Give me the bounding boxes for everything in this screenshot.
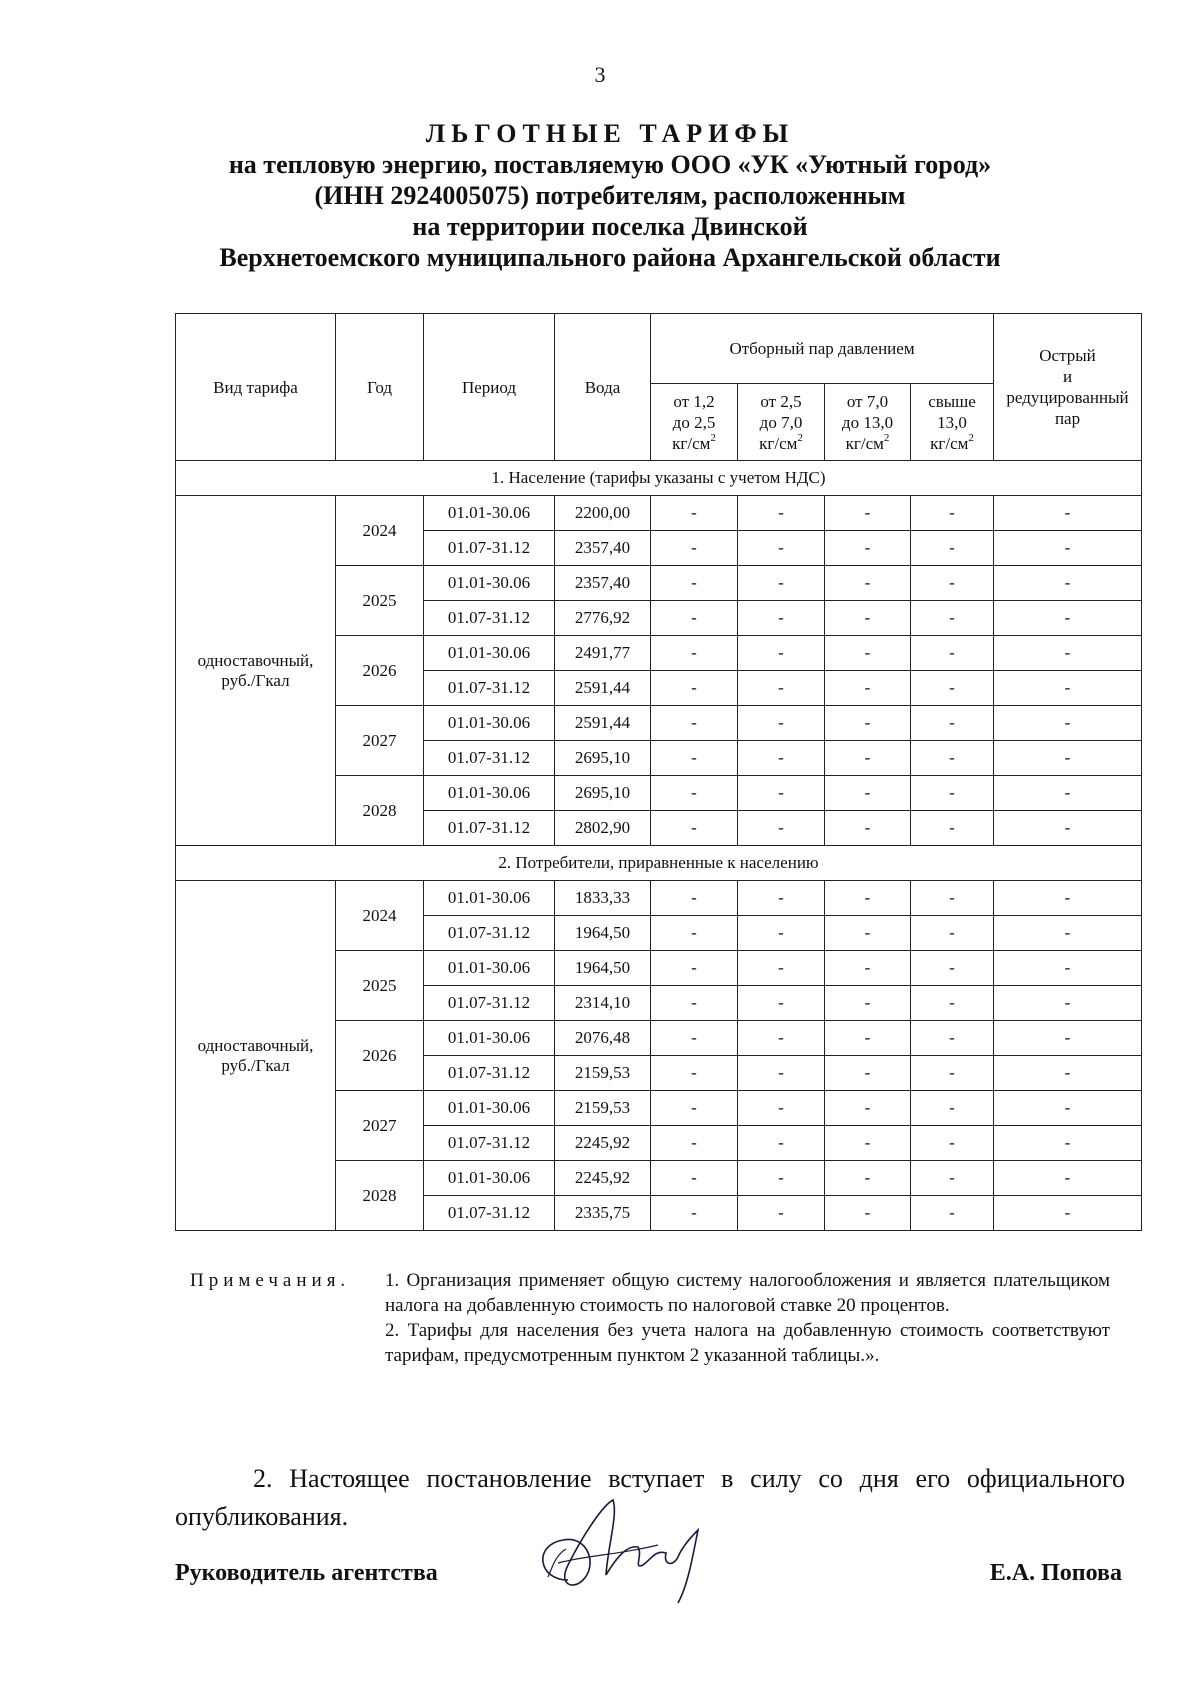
title-line: на тепловую энергию, поставляемую ООО «УК «Уютный город» xyxy=(228,150,992,179)
tariff-table xyxy=(175,313,1142,1231)
empty-value-cell: - xyxy=(994,566,1142,601)
header-steam-3: от 7,0 до 13,0 $кг/см^2$ xyxy=(825,384,911,461)
empty-value-cell: - xyxy=(911,496,994,531)
empty-value-cell: - xyxy=(738,881,825,916)
empty-value-cell: - xyxy=(994,776,1142,811)
water-cell: 2802,90 xyxy=(555,811,651,846)
empty-value-cell: - xyxy=(994,1091,1142,1126)
period-cell: 01.01-30.06 xyxy=(424,1161,555,1196)
empty-value-cell: - xyxy=(911,601,994,636)
water-cell: 2245,92 xyxy=(555,1126,651,1161)
empty-value-cell: - xyxy=(825,671,911,706)
empty-value-cell: - xyxy=(651,671,738,706)
empty-value-cell: - xyxy=(738,496,825,531)
period-cell: 01.07-31.12 xyxy=(424,916,555,951)
empty-value-cell: - xyxy=(911,531,994,566)
empty-value-cell: - xyxy=(911,706,994,741)
empty-value-cell: - xyxy=(738,1056,825,1091)
empty-value-cell: - xyxy=(651,986,738,1021)
empty-value-cell: - xyxy=(911,1196,994,1231)
empty-value-cell: - xyxy=(994,601,1142,636)
title-heading: ЛЬГОТНЫЕ ТАРИФЫ xyxy=(425,119,795,148)
water-cell: 2591,44 xyxy=(555,671,651,706)
section-title: 2. Потребители, приравненные к населению xyxy=(176,846,1142,881)
water-cell: 2591,44 xyxy=(555,706,651,741)
empty-value-cell: - xyxy=(825,1021,911,1056)
empty-value-cell: - xyxy=(911,986,994,1021)
empty-value-cell: - xyxy=(651,1021,738,1056)
water-cell: 1833,33 xyxy=(555,881,651,916)
empty-value-cell: - xyxy=(994,811,1142,846)
empty-value-cell: - xyxy=(994,1056,1142,1091)
effective-clause: 2. Настоящее постановление вступает в силу со дня его официального опубликования. xyxy=(175,1464,1125,1531)
empty-value-cell: - xyxy=(911,671,994,706)
empty-value-cell: - xyxy=(738,601,825,636)
header-steam-group: Отборный пар давлением xyxy=(651,314,994,384)
water-cell: 2314,10 xyxy=(555,986,651,1021)
empty-value-cell: - xyxy=(825,1091,911,1126)
tariff-kind: одноставочный, руб./Гкал xyxy=(176,881,336,1231)
period-cell: 01.01-30.06 xyxy=(424,776,555,811)
empty-value-cell: - xyxy=(651,601,738,636)
empty-value-cell: - xyxy=(825,951,911,986)
handwritten-signature xyxy=(528,1485,718,1605)
notes-items xyxy=(385,1268,1110,1368)
empty-value-cell: - xyxy=(825,776,911,811)
water-cell: 2159,53 xyxy=(555,1091,651,1126)
title-line: (ИНН 2924005075) потребителям, расположенным xyxy=(314,181,906,210)
empty-value-cell: - xyxy=(911,1161,994,1196)
empty-value-cell: - xyxy=(651,881,738,916)
empty-value-cell: - xyxy=(651,496,738,531)
period-cell: 01.07-31.12 xyxy=(424,741,555,776)
water-cell: 2245,92 xyxy=(555,1161,651,1196)
period-cell: 01.01-30.06 xyxy=(424,636,555,671)
empty-value-cell: - xyxy=(994,881,1142,916)
water-cell: 2695,10 xyxy=(555,776,651,811)
empty-value-cell: - xyxy=(651,916,738,951)
empty-value-cell: - xyxy=(825,811,911,846)
empty-value-cell: - xyxy=(738,671,825,706)
empty-value-cell: - xyxy=(651,1126,738,1161)
period-cell: 01.07-31.12 xyxy=(424,531,555,566)
period-cell: 01.07-31.12 xyxy=(424,1196,555,1231)
page-number: 3 xyxy=(594,62,606,87)
empty-value-cell: - xyxy=(651,706,738,741)
empty-value-cell: - xyxy=(651,1161,738,1196)
header-steam-1: от 1,2 до 2,5 $кг/см^2$ xyxy=(651,384,738,461)
empty-value-cell: - xyxy=(825,636,911,671)
empty-value-cell: - xyxy=(651,741,738,776)
empty-value-cell: - xyxy=(651,951,738,986)
period-cell: 01.07-31.12 xyxy=(424,811,555,846)
water-cell: 1964,50 xyxy=(555,916,651,951)
empty-value-cell: - xyxy=(911,1021,994,1056)
period-cell: 01.01-30.06 xyxy=(424,1021,555,1056)
empty-value-cell: - xyxy=(994,1196,1142,1231)
empty-value-cell: - xyxy=(994,986,1142,1021)
empty-value-cell: - xyxy=(738,1196,825,1231)
empty-value-cell: - xyxy=(911,776,994,811)
water-cell: 1964,50 xyxy=(555,951,651,986)
empty-value-cell: - xyxy=(911,1091,994,1126)
header-kind: Вид тарифа xyxy=(176,314,336,461)
water-cell: 2357,40 xyxy=(555,566,651,601)
empty-value-cell: - xyxy=(738,916,825,951)
notes-label: Примечания. xyxy=(190,1270,351,1291)
period-cell: 01.07-31.12 xyxy=(424,601,555,636)
empty-value-cell: - xyxy=(911,741,994,776)
period-cell: 01.07-31.12 xyxy=(424,1056,555,1091)
empty-value-cell: - xyxy=(651,1196,738,1231)
empty-value-cell: - xyxy=(994,636,1142,671)
document-title xyxy=(150,118,1070,273)
year-cell: 2027 xyxy=(336,1091,424,1161)
empty-value-cell: - xyxy=(651,776,738,811)
empty-value-cell: - xyxy=(994,706,1142,741)
empty-value-cell: - xyxy=(738,1126,825,1161)
water-cell: 2776,92 xyxy=(555,601,651,636)
empty-value-cell: - xyxy=(825,566,911,601)
empty-value-cell: - xyxy=(825,1056,911,1091)
period-cell: 01.07-31.12 xyxy=(424,986,555,1021)
empty-value-cell: - xyxy=(825,1161,911,1196)
empty-value-cell: - xyxy=(651,531,738,566)
empty-value-cell: - xyxy=(994,741,1142,776)
table-row xyxy=(176,496,1142,531)
empty-value-cell: - xyxy=(738,531,825,566)
period-cell: 01.01-30.06 xyxy=(424,1091,555,1126)
water-cell: 2695,10 xyxy=(555,741,651,776)
empty-value-cell: - xyxy=(994,916,1142,951)
title-line: на территории поселка Двинской xyxy=(412,212,808,241)
period-cell: 01.07-31.12 xyxy=(424,1126,555,1161)
signatory-position: Руководитель агентства xyxy=(175,1560,438,1586)
empty-value-cell: - xyxy=(994,671,1142,706)
period-cell: 01.07-31.12 xyxy=(424,671,555,706)
empty-value-cell: - xyxy=(825,706,911,741)
period-cell: 01.01-30.06 xyxy=(424,881,555,916)
tariff-body xyxy=(176,461,1142,1231)
empty-value-cell: - xyxy=(738,706,825,741)
empty-value-cell: - xyxy=(911,1126,994,1161)
empty-value-cell: - xyxy=(825,1196,911,1231)
empty-value-cell: - xyxy=(825,496,911,531)
empty-value-cell: - xyxy=(911,881,994,916)
header-steam-2: от 2,5 до 7,0 $кг/см^2$ xyxy=(738,384,825,461)
empty-value-cell: - xyxy=(911,811,994,846)
empty-value-cell: - xyxy=(825,531,911,566)
table-row xyxy=(176,881,1142,916)
water-cell: 2159,53 xyxy=(555,1056,651,1091)
note-item: 2. Тарифы для населения без учета налога на добавленную стоимость соответствуют тарифам, предусмотренным пунктом 2 указанной таблицы.». xyxy=(385,1320,1110,1366)
water-cell: 2200,00 xyxy=(555,496,651,531)
empty-value-cell: - xyxy=(911,916,994,951)
empty-value-cell: - xyxy=(738,566,825,601)
empty-value-cell: - xyxy=(825,881,911,916)
empty-value-cell: - xyxy=(651,566,738,601)
note-item: 1. Организация применяет общую систему налогообложения и является плательщиком налога на добавленную стоимость по налоговой ставке 20 процентов. xyxy=(385,1270,1110,1316)
period-cell: 01.01-30.06 xyxy=(424,496,555,531)
empty-value-cell: - xyxy=(825,916,911,951)
empty-value-cell: - xyxy=(738,811,825,846)
year-cell: 2027 xyxy=(336,706,424,776)
empty-value-cell: - xyxy=(994,531,1142,566)
empty-value-cell: - xyxy=(738,741,825,776)
water-cell: 2491,77 xyxy=(555,636,651,671)
year-cell: 2028 xyxy=(336,776,424,846)
year-cell: 2024 xyxy=(336,881,424,951)
empty-value-cell: - xyxy=(994,1126,1142,1161)
signatory-name: Е.А. Попова xyxy=(989,1560,1122,1586)
empty-value-cell: - xyxy=(825,601,911,636)
title-line: Верхнетоемского муниципального района Архангельской области xyxy=(219,243,1001,272)
period-cell: 01.01-30.06 xyxy=(424,566,555,601)
empty-value-cell: - xyxy=(738,951,825,986)
empty-value-cell: - xyxy=(911,951,994,986)
empty-value-cell: - xyxy=(911,566,994,601)
year-cell: 2025 xyxy=(336,951,424,1021)
period-cell: 01.01-30.06 xyxy=(424,951,555,986)
year-cell: 2026 xyxy=(336,1021,424,1091)
header-sharp-steam: Острый и редуцированный пар xyxy=(994,314,1142,461)
year-cell: 2025 xyxy=(336,566,424,636)
empty-value-cell: - xyxy=(825,1126,911,1161)
empty-value-cell: - xyxy=(825,986,911,1021)
empty-value-cell: - xyxy=(994,951,1142,986)
empty-value-cell: - xyxy=(911,1056,994,1091)
empty-value-cell: - xyxy=(994,1021,1142,1056)
empty-value-cell: - xyxy=(738,776,825,811)
empty-value-cell: - xyxy=(825,741,911,776)
section-title: 1. Население (тарифы указаны с учетом НДС) xyxy=(176,461,1142,496)
header-steam-4: свыше 13,0 $кг/см^2$ xyxy=(911,384,994,461)
header-period: Период xyxy=(424,314,555,461)
empty-value-cell: - xyxy=(738,986,825,1021)
year-cell: 2028 xyxy=(336,1161,424,1231)
empty-value-cell: - xyxy=(738,1161,825,1196)
year-cell: 2024 xyxy=(336,496,424,566)
empty-value-cell: - xyxy=(738,636,825,671)
water-cell: 2335,75 xyxy=(555,1196,651,1231)
header-water: Вода xyxy=(555,314,651,461)
empty-value-cell: - xyxy=(994,496,1142,531)
empty-value-cell: - xyxy=(994,1161,1142,1196)
empty-value-cell: - xyxy=(651,811,738,846)
empty-value-cell: - xyxy=(651,1056,738,1091)
tariff-kind: одноставочный, руб./Гкал xyxy=(176,496,336,846)
header-year: Год xyxy=(336,314,424,461)
empty-value-cell: - xyxy=(651,636,738,671)
empty-value-cell: - xyxy=(651,1091,738,1126)
empty-value-cell: - xyxy=(738,1021,825,1056)
empty-value-cell: - xyxy=(911,636,994,671)
period-cell: 01.01-30.06 xyxy=(424,706,555,741)
water-cell: 2357,40 xyxy=(555,531,651,566)
year-cell: 2026 xyxy=(336,636,424,706)
empty-value-cell: - xyxy=(738,1091,825,1126)
water-cell: 2076,48 xyxy=(555,1021,651,1056)
